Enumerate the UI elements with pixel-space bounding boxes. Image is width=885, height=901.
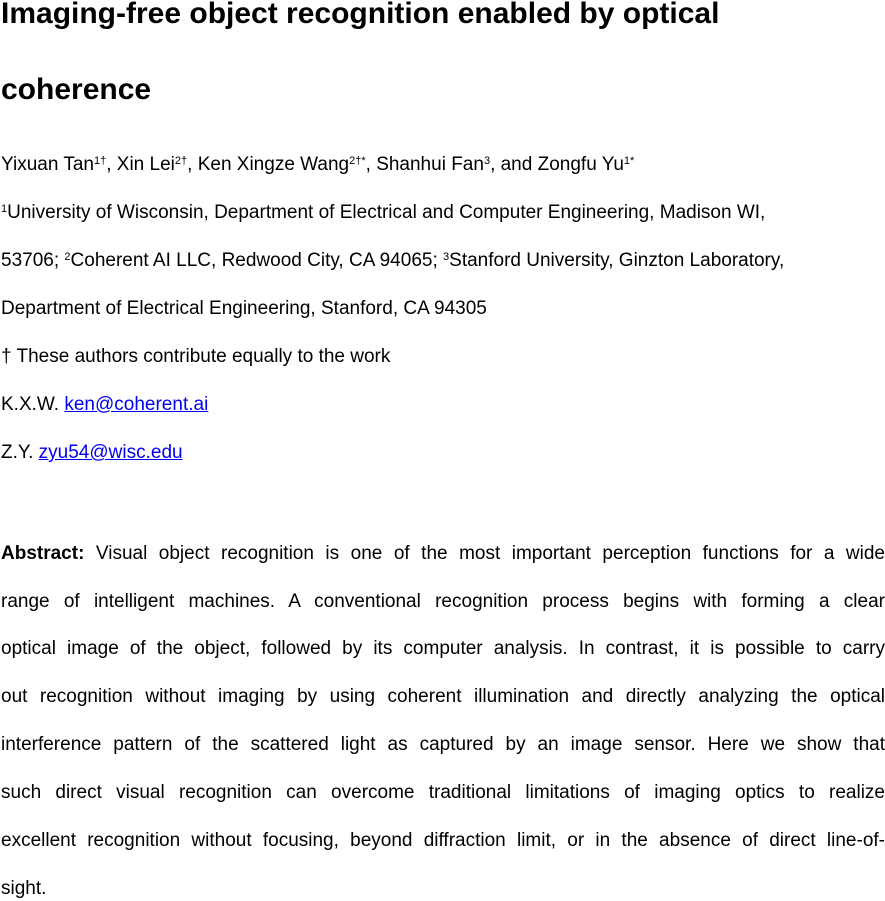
author-affiliation-mark: 2†* (349, 155, 366, 167)
affiliation-line-2 (1, 249, 784, 273)
affiliation-text: Stanford University, Ginzton Laboratory, (449, 250, 785, 271)
author-name: Shanhui Fan (376, 154, 484, 175)
abstract-text: Visual object recognition is one of the most important perception functions for a wide (84, 543, 885, 564)
email-link[interactable]: zyu54@wisc.edu (38, 442, 183, 463)
affiliation-text: 53706; (1, 250, 65, 271)
abstract-line: sight. (1, 878, 47, 899)
author-name: Xin Lei (116, 154, 175, 175)
affiliation-text: Coherent AI LLC, Redwood City, CA 94065; (70, 250, 444, 271)
abstract-line: range of intelligent machines. A conventional recognition process begins with forming a clear (1, 591, 885, 612)
abstract-line: excellent recognition without focusing, beyond diffraction limit, or in the absence of direct line-of- (1, 830, 885, 851)
author-affiliation-mark: 2† (174, 155, 188, 167)
affiliation-text: University of Wisconsin, Department of Electrical and Computer Engineering, Madison WI, (7, 202, 766, 223)
author-list (1, 153, 634, 177)
author-affiliation-mark: 1* (623, 155, 635, 167)
author-affiliation-mark: 3 (483, 155, 491, 167)
contact-line (1, 393, 208, 417)
author-name: Ken Xingze Wang (197, 154, 350, 175)
author-separator: , and (490, 154, 538, 175)
affiliation-line-3: Department of Electrical Engineering, Stanford, CA 94305 (1, 298, 487, 319)
affiliation-mark: 3 (443, 251, 450, 263)
abstract-line: optical image of the object, followed by its computer analysis. In contrast, it is possible to carry (1, 638, 885, 659)
author-name: Yixuan Tan (1, 154, 94, 175)
contact-initials: K.X.W. (1, 394, 65, 415)
contact-line (1, 441, 183, 465)
author-affiliation-mark: 1† (93, 155, 107, 167)
abstract-line: interference pattern of the scattered light as captured by an image sensor. Here we show that (1, 734, 885, 755)
equal-contribution-note: † These authors contribute equally to the work (1, 346, 391, 367)
affiliation-mark: 2 (64, 251, 71, 263)
affiliation-line-1 (1, 201, 765, 225)
paper-title-line-2: coherence (1, 73, 152, 106)
abstract-line (1, 542, 885, 566)
author-name: Zongfu Yu (537, 154, 624, 175)
affiliation-mark: 1 (1, 203, 8, 215)
abstract-label: Abstract: (1, 543, 85, 564)
contact-initials: Z.Y. (1, 442, 39, 463)
abstract-line: out recognition without imaging by using coherent illumination and directly analyzing the optical (1, 686, 885, 707)
author-separator: , (187, 154, 198, 175)
paper-title-line-1: Imaging-free object recognition enabled by optical (1, 0, 720, 30)
author-separator: , (106, 154, 117, 175)
email-link[interactable]: ken@coherent.ai (64, 394, 209, 415)
abstract-line: such direct visual recognition can overcome traditional limitations of imaging optics to realize (1, 782, 885, 803)
author-separator: , (365, 154, 377, 175)
